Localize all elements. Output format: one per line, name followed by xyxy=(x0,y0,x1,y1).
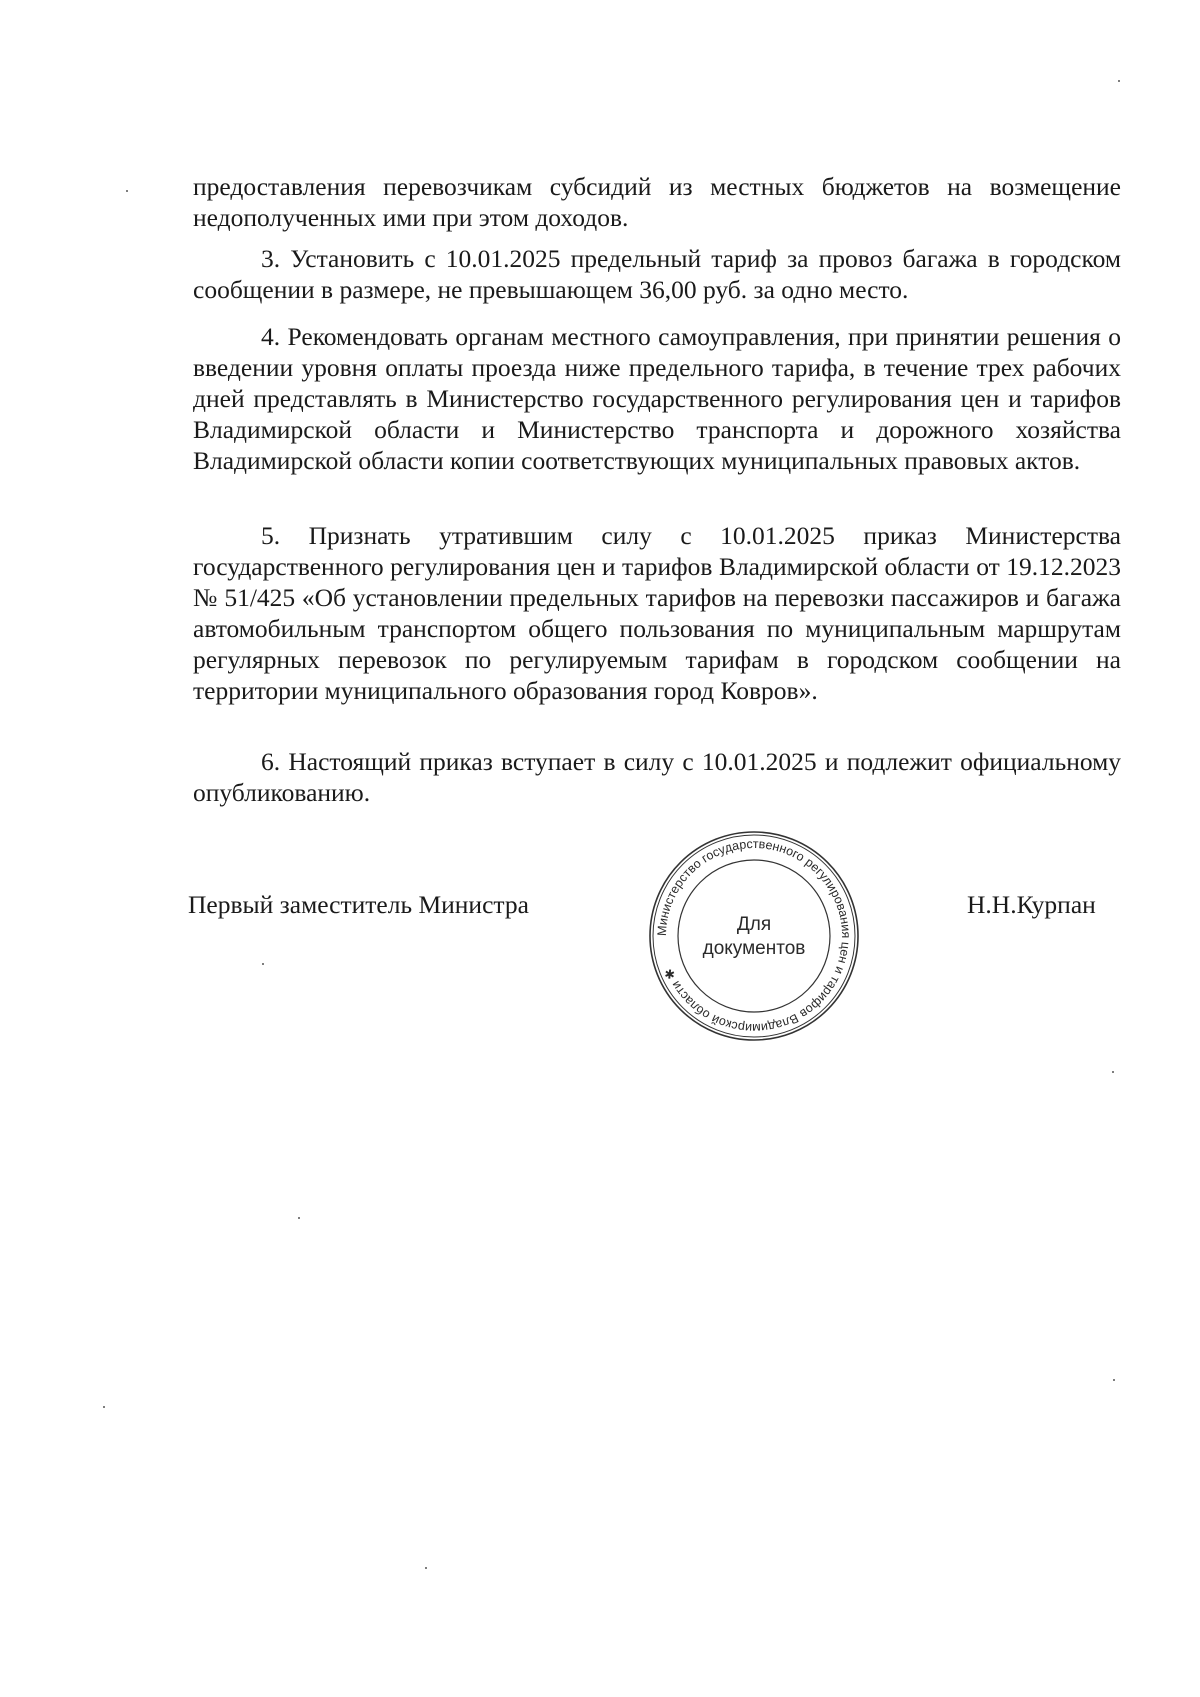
paragraph-6: 6. Настоящий приказ вступает в силу с 10.01.2025 и подлежит официальному опубликованию. xyxy=(193,747,1121,807)
scan-speck xyxy=(1112,1071,1114,1073)
scan-speck xyxy=(103,1406,105,1408)
paragraph-intro: предоставления перевозчикам субсидий из местных бюджетов на возмещение недополученных ими при этом доходов. xyxy=(193,172,1121,232)
scan-speck xyxy=(425,1567,427,1569)
stamp-ring-text: Министерство государственного регулирования цен и тарифов Владимирской области ✱ xyxy=(654,836,854,1036)
paragraph-5: 5. Признать утратившим силу с 10.01.2025 приказ Министерства государственного регулирования цен и тарифов Владимирской области от 19.12.2023 № 51/425 «Об установлении предельных тарифов на перевозки пассажиров и багажа автомобильным транспортом общего пользования по муниципальным маршрутам регулярных перевозок по регулируемым тарифам в городском сообщении на территории муниципального образования город Ковров». xyxy=(193,521,1121,705)
signatory-title: Первый заместитель Министра xyxy=(188,890,529,919)
scan-speck xyxy=(298,1217,300,1219)
stamp-center-line1: Для xyxy=(736,914,772,935)
paragraph-3: 3. Установить с 10.01.2025 предельный тариф за провоз багажа в городском сообщении в размере, не превышающем 36,00 руб. за одно место. xyxy=(193,244,1121,304)
scan-speck xyxy=(262,963,264,965)
official-stamp xyxy=(644,826,864,1046)
signatory-name: Н.Н.Курпан xyxy=(967,890,1096,919)
scan-speck xyxy=(126,190,128,192)
stamp-center-line2: документов xyxy=(702,938,806,959)
scan-speck xyxy=(1113,1379,1115,1381)
scan-speck xyxy=(1118,80,1120,82)
paragraph-4: 4. Рекомендовать органам местного самоуправления, при принятии решения о введении уровня оплаты проезда ниже предельного тарифа, в течение трех рабочих дней представлять в Министерство государственного регулирования цен и тарифов Владимирской области и Министерство транспорта и дорожного хозяйства Владимирской области копии соответствующих муниципальных правовых актов. xyxy=(193,322,1121,475)
